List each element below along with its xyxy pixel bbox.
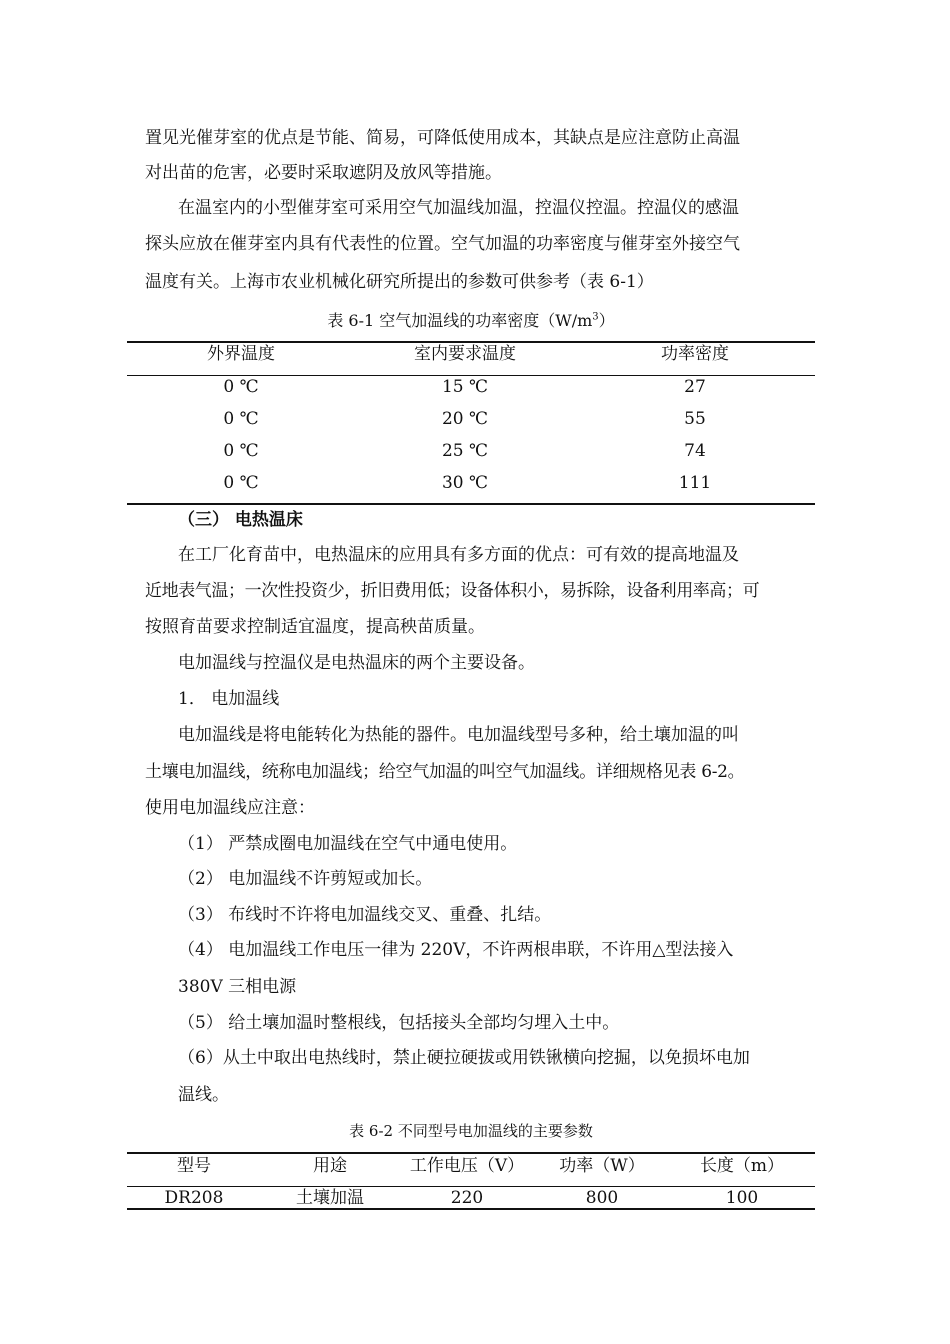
table-cell: 55	[684, 409, 706, 429]
table-row	[127, 467, 815, 499]
paragraph-line: 电加温线与控温仪是电热温床的两个主要设备。	[178, 653, 535, 673]
table-cell: 74	[684, 441, 706, 461]
table1-header-cell: 室内要求温度	[414, 344, 516, 364]
list-item: （4） 电加温线工作电压一律为 220V，不许两根串联，不许用△型法接入	[178, 940, 734, 960]
table-cell: 111	[678, 473, 712, 493]
paragraph-line: 对出苗的危害，必要时采取遮阴及放风等措施。	[145, 163, 502, 183]
table-cell: 30 ℃	[441, 473, 489, 493]
table2-header-cell: 工作电压（V）	[409, 1156, 525, 1176]
paragraph-line: 电加温线是将电能转化为热能的器件。电加温线型号多种，给土壤加温的叫	[178, 725, 739, 745]
table1-header-cell: 功率密度	[661, 344, 729, 364]
subsection-heading: 1． 电加温线	[178, 689, 280, 709]
paragraph-line: 近地表气温；一次性投资少，折旧费用低；设备体积小，易拆除，设备利用率高；可	[145, 581, 760, 601]
table-cell: 0 ℃	[223, 473, 259, 493]
table2-header-cell: 型号	[177, 1156, 211, 1176]
table1-caption: 表 6-1 空气加温线的功率密度$(W/m^3)$	[327, 311, 615, 330]
table-cell: 25 ℃	[441, 441, 489, 461]
list-item: （3） 布线时不许将电加温线交叉、重叠、扎结。	[178, 905, 552, 925]
table-cell: 0 ℃	[223, 441, 259, 461]
table2-header-row	[127, 1150, 815, 1182]
paragraph-line: 在温室内的小型催芽室可采用空气加温线加温，控温仪控温。控温仪的感温	[178, 198, 739, 218]
table-cell: 土壤加温	[296, 1188, 364, 1208]
table-cell: 15 ℃	[441, 377, 489, 397]
table2-header-cell: 功率（W）	[559, 1156, 645, 1176]
list-item: 温线。	[178, 1085, 229, 1105]
table-cell: 220	[450, 1188, 484, 1208]
table-cell: 0 ℃	[223, 377, 259, 397]
table1-header-row	[127, 338, 815, 370]
table2-caption: 表 6-2 不同型号电加温线的主要参数	[349, 1122, 593, 1140]
list-item: （6）从土中取出电热线时，禁止硬拉硬拔或用铁锹横向挖掘，以免损坏电加	[178, 1048, 750, 1068]
paragraph-line: 探头应放在催芽室内具有代表性的位置。空气加温的功率密度与催芽室外接空气	[145, 234, 740, 254]
paragraph-line: 使用电加温线应注意：	[145, 798, 315, 818]
table2-bottom-rule	[127, 1208, 815, 1210]
table-row	[127, 403, 815, 435]
table-cell: 800	[585, 1188, 619, 1208]
table-cell: 100	[725, 1188, 759, 1208]
list-item: （1） 严禁成圈电加温线在空气中通电使用。	[178, 834, 518, 854]
table1-header-cell: 外界温度	[207, 344, 275, 364]
table-row	[127, 435, 815, 467]
table-row	[127, 371, 815, 403]
section-heading: （三） 电热温床	[178, 510, 303, 530]
table-cell: 27	[684, 377, 706, 397]
table-cell: 0 ℃	[223, 409, 259, 429]
paragraph-line: 土壤电加温线，统称电加温线；给空气加温的叫空气加温线。详细规格见表 6-2。	[145, 762, 745, 782]
list-item: （2） 电加温线不许剪短或加长。	[178, 869, 433, 889]
paragraph-line: 温度有关。上海市农业机械化研究所提出的参数可供参考（表 6-1）	[145, 272, 654, 292]
table2-header-cell: 用途	[313, 1156, 347, 1176]
paragraph-line: 置见光催芽室的优点是节能、简易，可降低使用成本，其缺点是应注意防止高温	[145, 128, 740, 148]
table-cell: DR208	[164, 1188, 224, 1208]
paragraph-line: 按照育苗要求控制适宜温度，提高秧苗质量。	[145, 617, 485, 637]
list-item: （5） 给土壤加温时整根线，包括接头全部均匀埋入土中。	[178, 1013, 620, 1033]
list-item: 380V 三相电源	[178, 977, 297, 997]
table-cell: 20 ℃	[441, 409, 489, 429]
table2-header-cell: 长度（m）	[699, 1156, 785, 1176]
paragraph-line: 在工厂化育苗中，电热温床的应用具有多方面的优点：可有效的提高地温及	[178, 545, 739, 565]
